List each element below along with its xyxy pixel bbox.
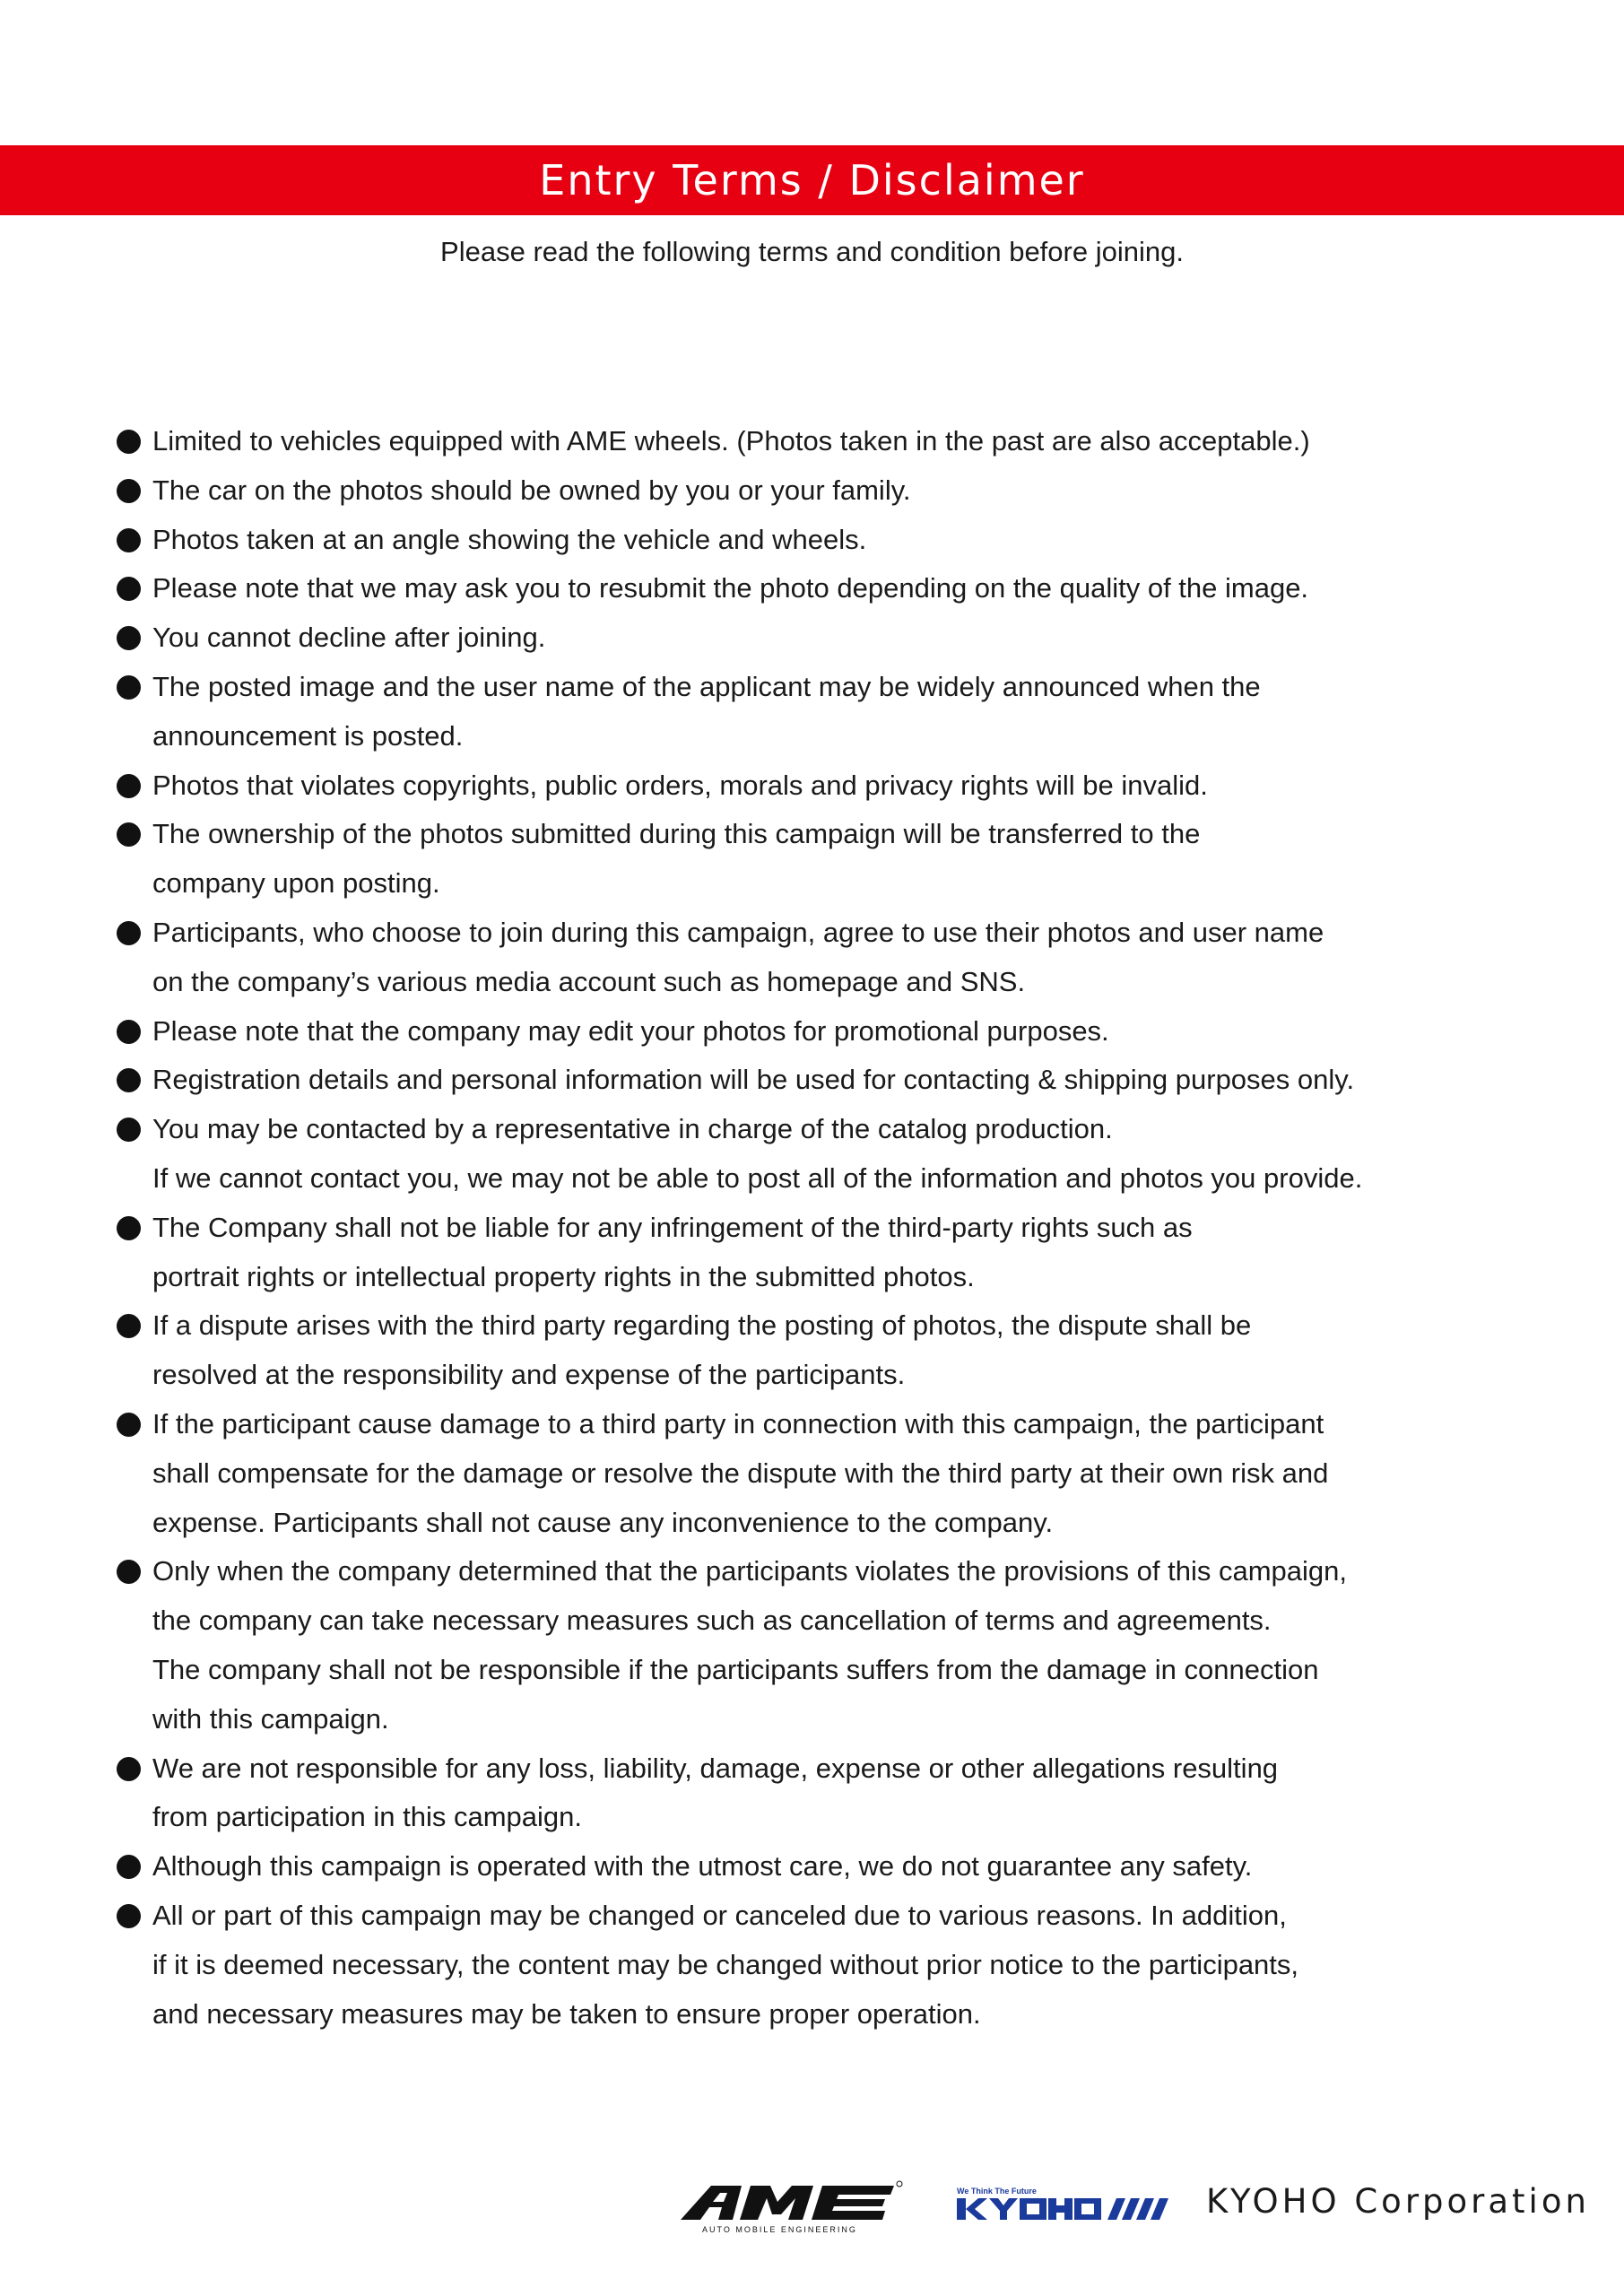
term-line: company upon posting. xyxy=(152,867,440,900)
term-line: Although this campaign is operated with the utmost care, we do not guarantee any safety. xyxy=(152,1850,1253,1883)
term-line: from participation in this campaign. xyxy=(152,1801,583,1833)
term-item xyxy=(115,1056,1514,1105)
term-line: Participants, who choose to join during this campaign, agree to use their photos and user name xyxy=(152,916,1324,948)
kyoho-slogan: We Think The Future xyxy=(957,2187,1037,2196)
page-title: Entry Terms / Disclaimer xyxy=(539,156,1085,204)
ame-logo-icon xyxy=(677,2175,946,2238)
term-item xyxy=(115,417,1514,466)
term-line: The ownership of the photos submitted during this campaign will be transferred to the xyxy=(152,818,1201,850)
term-line: if it is deemed necessary, the content may be changed without prior notice to the participants, xyxy=(152,1948,1299,1980)
term-line: The posted image and the user name of the applicant may be widely announced when the xyxy=(152,670,1261,702)
term-line: Please note that we may ask you to resubmit the photo depending on the quality of the image. xyxy=(152,572,1309,604)
term-line: Photos that violates copyrights, public orders, morals and privacy rights will be invalid. xyxy=(152,769,1208,801)
term-line: Limited to vehicles equipped with AME wheels. (Photos taken in the past are also acceptable.) xyxy=(152,425,1310,457)
term-line: If a dispute arises with the third party regarding the posting of photos, the dispute shall be xyxy=(152,1309,1252,1342)
term-line: and necessary measures may be taken to ensure proper operation. xyxy=(152,1997,981,2030)
term-item xyxy=(115,613,1514,663)
term-line: Only when the company determined that the participants violates the provisions of this campaign, xyxy=(152,1555,1348,1587)
term-item xyxy=(115,1547,1514,1744)
kyoho-logo-icon xyxy=(955,2186,1197,2231)
term-item xyxy=(115,564,1514,613)
term-line: resolved at the responsibility and expense of the participants. xyxy=(152,1359,906,1391)
term-item xyxy=(115,1105,1514,1204)
term-line: expense. Participants shall not cause any inconvenience to the company. xyxy=(152,1506,1054,1538)
term-item xyxy=(115,1842,1514,1892)
term-line: If we cannot contact you, we may not be able to post all of the information and photos you provide. xyxy=(152,1161,1363,1194)
term-item xyxy=(115,1892,1514,2039)
term-item xyxy=(115,761,1514,811)
term-item xyxy=(115,516,1514,565)
term-line: on the company’s various media account such as homepage and SNS. xyxy=(152,965,1026,997)
term-line: We are not responsible for any loss, liability, damage, expense or other allegations resulting xyxy=(152,1752,1279,1784)
term-line: If the participant cause damage to a third party in connection with this campaign, the participant xyxy=(152,1407,1324,1439)
terms-list xyxy=(115,417,1514,2039)
term-item xyxy=(115,1007,1514,1057)
term-item xyxy=(115,1400,1514,1547)
term-line: The company shall not be responsible if the participants suffers from the damage in connection xyxy=(152,1653,1319,1685)
ame-logo-tagline: AUTO MOBILE ENGINEERING xyxy=(702,2225,857,2234)
title-banner xyxy=(0,145,1624,215)
footer xyxy=(677,2175,1590,2238)
term-item xyxy=(115,810,1514,909)
term-line: All or part of this campaign may be changed or canceled due to various reasons. In addition, xyxy=(152,1899,1287,1931)
term-item xyxy=(115,466,1514,516)
term-line: The Company shall not be liable for any infringement of the third-party rights such as xyxy=(152,1211,1193,1243)
term-line: the company can take necessary measures such as cancellation of terms and agreements. xyxy=(152,1605,1272,1637)
term-line: portrait rights or intellectual property rights in the submitted photos. xyxy=(152,1260,975,1292)
term-line: The car on the photos should be owned by you or your family. xyxy=(152,474,911,506)
term-line: You cannot decline after joining. xyxy=(152,622,546,654)
company-name: KYOHO Corporation xyxy=(1206,2182,1590,2221)
term-item xyxy=(115,1744,1514,1843)
term-line: You may be contacted by a representative in charge of the catalog production. xyxy=(152,1113,1113,1145)
term-item xyxy=(115,909,1514,1007)
term-item xyxy=(115,1204,1514,1302)
term-item xyxy=(115,663,1514,761)
page-subtitle: Please read the following terms and condition before joining. xyxy=(440,236,1184,267)
term-line: announcement is posted. xyxy=(152,719,464,752)
term-line: shall compensate for the damage or resolve the dispute with the third party at their own risk and xyxy=(152,1457,1329,1489)
term-line: Please note that the company may edit your photos for promotional purposes. xyxy=(152,1014,1109,1047)
term-line: Registration details and personal information will be used for contacting & shipping purposes only. xyxy=(152,1064,1355,1096)
term-line: Photos taken at an angle showing the vehicle and wheels. xyxy=(152,523,867,555)
term-line: with this campaign. xyxy=(152,1702,389,1735)
term-item xyxy=(115,1301,1514,1400)
